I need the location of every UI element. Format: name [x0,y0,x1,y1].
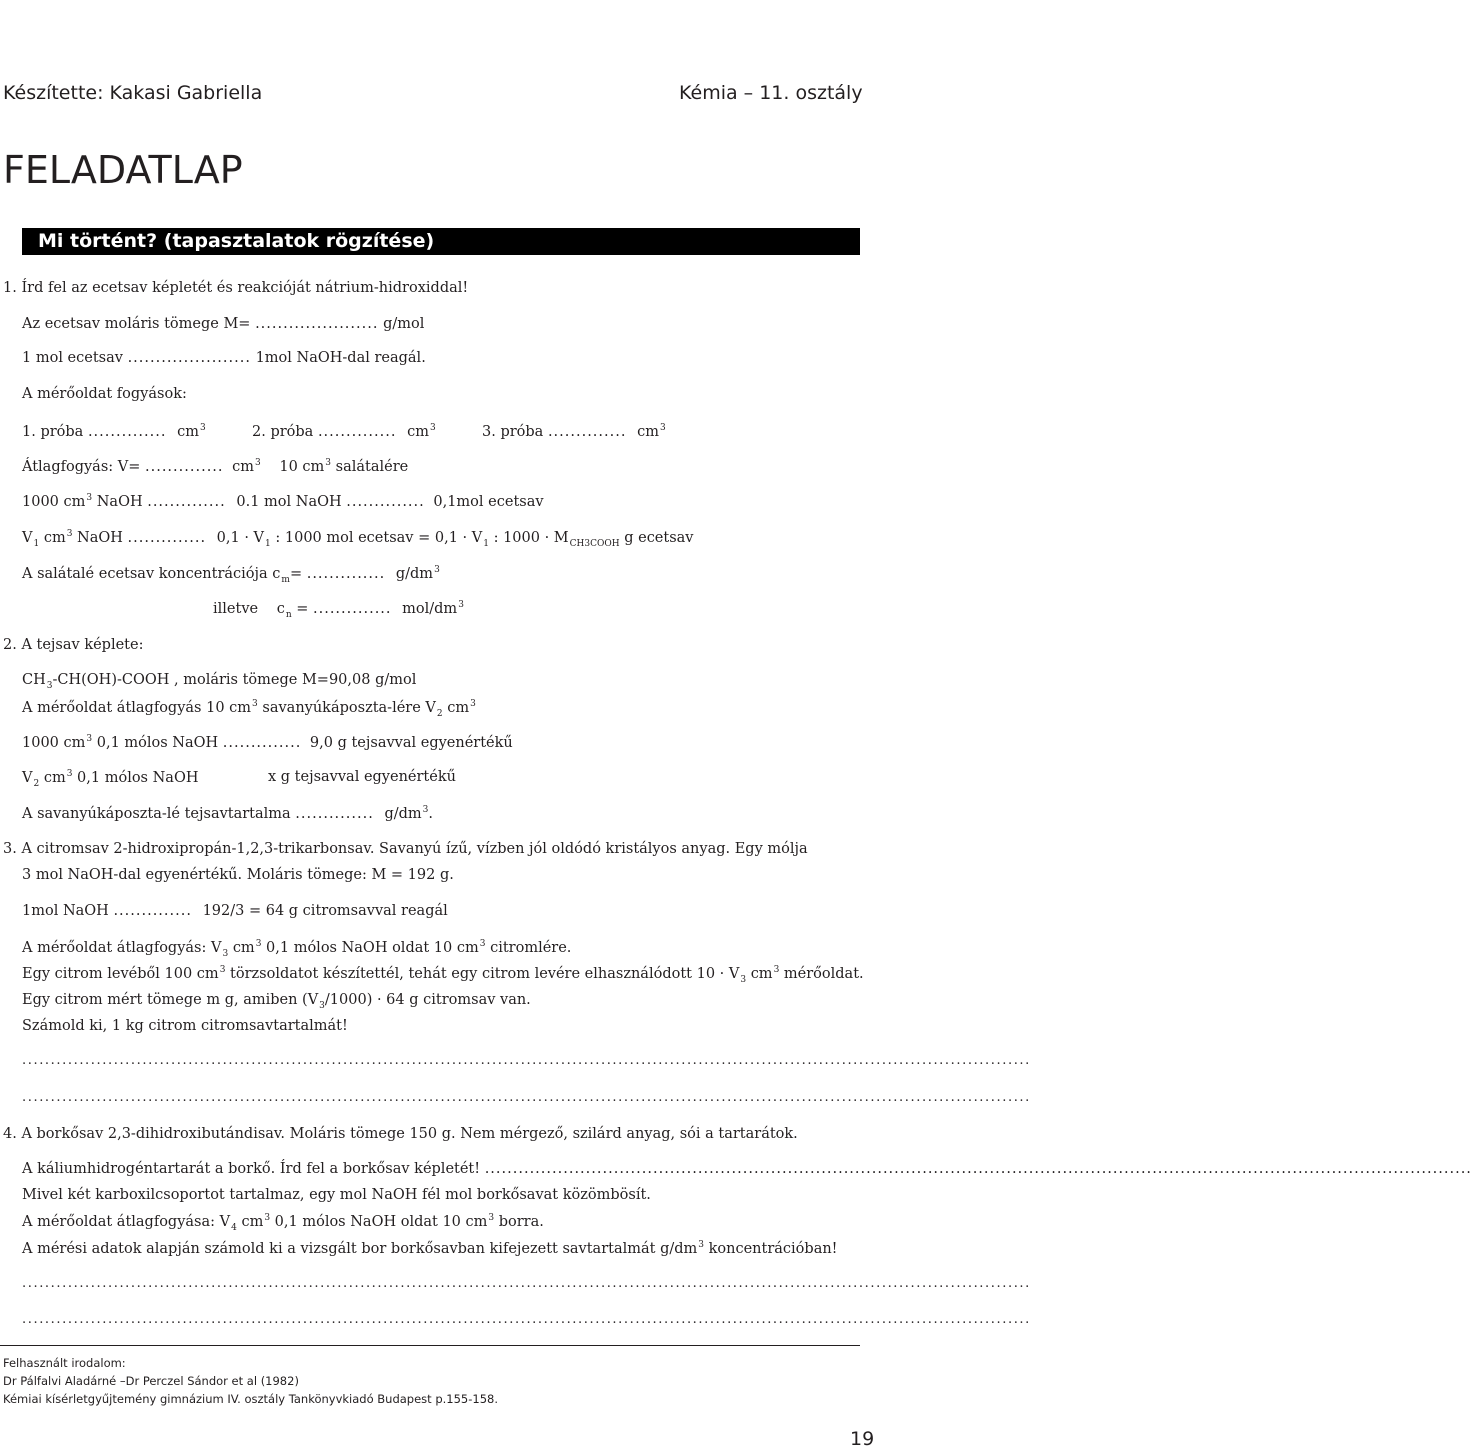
q1-ratio-line: 1 mol ecetsav ...................... 1mol NaOH-dal reagál. [22,350,426,366]
q3-line1: 3. A citromsav 2-hidroxipropán-1,2,3-trikarbonsav. Savanyú ízű, vízben jól oldódó kristályos anyag. Egy mólja [3,841,808,857]
q2-average-line: A mérőoldat átlagfogyás 10 $cm^3$ savanyúkáposzta-lére $V_2$ $cm^3$ [22,699,476,719]
page-title: FELADATLAP [3,148,243,192]
q2-line3: 1000 $cm^3$ 0,1 mólos NaOH .............. 9,0 g tejsavval egyenértékű [22,734,513,751]
q1-prompt: 1. Írd fel az ecetsav képletét és reakcióját nátrium-hidroxiddal! [3,280,469,296]
q1-consumptions-label: A mérőoldat fogyások: [22,386,187,402]
footer-ref-2: Kémiai kísérletgyűjtemény gimnázium IV. osztály Tankönyvkiadó Budapest p.155-158. [3,1392,498,1406]
q3-answer-line-2[interactable]: ................................................................................................................................................................................ [22,1090,1031,1105]
q1-line8: $V_1$ $cm^3$ NaOH .............. $0,1 \cdot V_1$ : 1000 mol ecetsav = $0,1 \cdot V_1$ : $1000 \cdot M_{CH3COOH}$ g ecetsav [22,529,694,549]
header-subject: Kémia – 11. osztály [679,82,863,104]
q2-line4-equivalent: x g tejsavval egyenértékű [268,769,456,785]
q2-formula: $CH_3-CH(OH)$-COOH , moláris tömege M=90,08 g/mol [22,672,417,691]
q3-line4: A mérőoldat átlagfogyás: $V_3$ $cm^3$ 0,1 mólos NaOH oldat 10 $cm^3$ citromlére. [22,939,572,959]
q1-molarity-line: illetve $c_n$ = .............. mol/$dm^3$ [213,600,464,620]
section-bar-label: Mi történt? (tapasztalatok rögzítése) [38,230,435,252]
q1-trial-1: 1. próba .............. $cm^3$ [22,423,206,440]
footer-ref-1: Dr Pálfalvi Aladárné –Dr Perczel Sándor et al (1982) [3,1374,299,1388]
footer-label: Felhasznált irodalom: [3,1356,126,1370]
q2-prompt: 2. A tejsav képlete: [3,637,144,653]
q3-line2: 3 mol NaOH-dal egyenértékű. Moláris tömege: M = 192 g. [22,867,454,883]
footer-divider [0,1345,860,1346]
q4-line5: A mérési adatok alapján számold ki a vizsgált bor borkősavban kifejezett savtartalmát $g/dm^3$ koncentrációban! [22,1240,838,1257]
header-author: Készítette: Kakasi Gabriella [3,82,263,104]
q4-line2: A káliumhidrogéntartarát a borkő. Írd fel a borkősav képletét! ................................................................................................................................................................................ [22,1161,1472,1177]
q1-molar-line: Az ecetsav moláris tömege M= ...................... g/mol [22,316,425,332]
q1-average-line: Átlagfogyás: V= .............. $cm^3$ 10 $cm^3$ salátalére [22,458,409,475]
q4-line3: Mivel két karboxilcsoportot tartalmaz, egy mol NaOH fél mol borkősavat közömbösít. [22,1187,651,1203]
q1-trial-3: 3. próba .............. $cm^3$ [482,423,666,440]
q1-trial-2: 2. próba .............. $cm^3$ [252,423,436,440]
q3-line6: Egy citrom mért tömege m g, amiben $(V_3/1000) \cdot 64$ g citromsav van. [22,992,531,1011]
q4-answer-line-2[interactable]: ................................................................................................................................................................................ [22,1312,1031,1327]
q3-line7: Számold ki, 1 kg citrom citromsavtartalmát! [22,1018,348,1034]
q1-concentration-line: A salátalé ecetsav koncentrációja $c_m=$ .............. $g/dm^3$ [22,565,440,585]
q1-line7: 1000 $cm^3$ NaOH .............. 0.1 mol NaOH .............. 0,1mol ecetsav [22,493,544,510]
q2-line4: $V_2$ $cm^3$ 0,1 mólos NaOH [22,769,199,789]
q2-content-line: A savanyúkáposzta-lé tejsavtartalma .............. $g/dm^3$. [22,805,433,822]
section-bar [22,228,860,255]
q3-line3: 1mol NaOH .............. 192/3 = 64 g citromsavval reagál [22,903,448,919]
q4-answer-line-1[interactable]: ................................................................................................................................................................................ [22,1276,1031,1291]
q4-line1: 4. A borkősav 2,3-dihidroxibutándisav. Moláris tömege 150 g. Nem mérgező, szilárd anyag, sói a tartarátok. [3,1126,798,1142]
q3-line5: Egy citrom levéből 100 $cm^3$ törzsoldatot készítettél, tehát egy citrom levére elhasználódott $10 \cdot V_3$ $cm^3$ mérőoldat. [22,965,864,985]
q3-answer-line-1[interactable]: ................................................................................................................................................................................ [22,1053,1031,1068]
page-number: 19 [850,1428,875,1450]
q4-line4: A mérőoldat átlagfogyása: $V_4$ $cm^3$ 0,1 mólos NaOH oldat 10 $cm^3$ borra. [22,1213,544,1233]
